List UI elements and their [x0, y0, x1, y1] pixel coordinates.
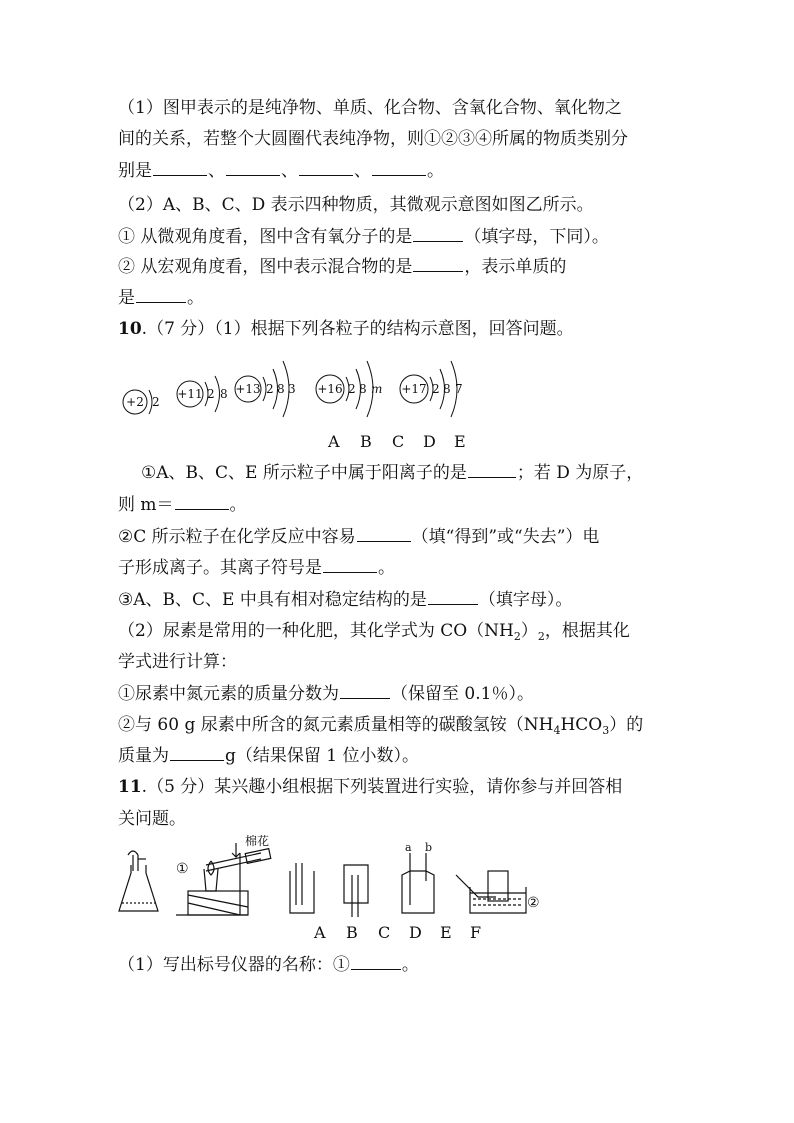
- svg-text:2: 2: [152, 395, 160, 409]
- q10-part2-sub2-line2: 质量为 g（结果保留 1 位小数）。: [118, 746, 420, 766]
- apparatus-f-trough: [456, 871, 526, 913]
- q11-heading: 11.（5 分）某兴趣小组根据下列装置进行实验，请你参与并回答相: [118, 777, 623, 797]
- instrument-mark-2: ②: [527, 895, 540, 911]
- svg-text:2: 2: [348, 382, 356, 396]
- apparatus-e-bottle: [402, 853, 434, 913]
- atom-label: B: [360, 432, 372, 451]
- answer-blank[interactable]: [357, 526, 411, 542]
- atom-e: [400, 361, 463, 417]
- answer-blank[interactable]: [175, 494, 229, 510]
- atom-a: [123, 390, 160, 414]
- answer-blank[interactable]: [226, 160, 280, 176]
- q9-part2-line: （2）A、B、C、D 表示四种物质，其微观示意图如图乙所示。: [118, 195, 594, 215]
- q9-part1-line2: 间的关系，若整个大圆圈代表纯净物，则①②③④所属的物质类别分: [118, 129, 628, 149]
- q9-sub2-line2: 是 。: [118, 288, 204, 308]
- atom-label: C: [392, 432, 405, 451]
- q11-heading-line2: 关问题。: [118, 809, 186, 829]
- svg-text:+16: +16: [317, 382, 343, 396]
- apparatus-label: F: [470, 923, 482, 942]
- q10-part2-line: （2）尿素是常用的一种化肥，其化学式为 $CO(NH_2)_2$，根据其化: [118, 621, 630, 643]
- q9-part1-line1: （1）图甲表示的是纯净物、单质、化合物、含氧化合物、氧化物之: [118, 98, 622, 118]
- svg-text:2: 2: [266, 382, 274, 396]
- atom-d: [316, 361, 382, 417]
- apparatus-a-flask: [119, 851, 158, 911]
- svg-text:8: 8: [277, 382, 285, 396]
- answer-blank[interactable]: [170, 745, 224, 761]
- q10-sub2-line2: 子形成离子。其离子符号是 。: [118, 558, 395, 578]
- q10-part2-line2: 学式进行计算：: [118, 652, 237, 672]
- apparatus-label: C: [378, 923, 391, 942]
- apparatus-label: B: [346, 923, 358, 942]
- svg-text:+11: +11: [177, 387, 203, 401]
- svg-text:+17: +17: [401, 382, 427, 396]
- answer-blank[interactable]: [299, 160, 353, 176]
- svg-text:7: 7: [455, 382, 463, 396]
- answer-blank[interactable]: [153, 160, 207, 176]
- svg-text:m: m: [371, 382, 383, 396]
- svg-text:8: 8: [220, 387, 228, 401]
- q9-sub1-line: ① 从微观角度看，图中含有氧分子的是 （填字母，下同）。: [118, 227, 609, 247]
- apparatus-label: E: [440, 923, 452, 942]
- answer-blank[interactable]: [372, 160, 426, 176]
- q10-part2-sub2: ②与 60 g 尿素中所含的氮元素质量相等的碳酸氢铵$(NH_4HCO_3)$的: [118, 715, 644, 737]
- port-b-label: b: [425, 841, 433, 854]
- q10-part2-sub1: ①尿素中氮元素的质量分数为 （保留至 0.1％）。: [118, 684, 534, 704]
- svg-text:+2: +2: [126, 395, 144, 409]
- atom-c: [235, 361, 296, 417]
- atom-label: A: [328, 432, 340, 451]
- answer-blank[interactable]: [413, 256, 463, 272]
- svg-text:2: 2: [207, 387, 215, 401]
- q10-sub1-line2: 则 m＝ 。: [118, 495, 247, 515]
- q9-sub2-line: ② 从宏观角度看，图中表示混合物的是 ，表示单质的: [118, 257, 567, 277]
- apparatus-c-jar: [290, 863, 314, 913]
- answer-blank[interactable]: [136, 287, 186, 303]
- apparatus-d-jar: [344, 865, 368, 917]
- atom-label: E: [454, 432, 466, 451]
- answer-blank[interactable]: [351, 954, 401, 970]
- q10-sub1-line: ①A、B、C、E 所示粒子中属于阳离子的是 ；若 D 为原子，: [141, 463, 644, 483]
- apparatus-b-heating: [176, 843, 271, 915]
- q11-sub1-line: （1）写出标号仪器的名称：① 。: [118, 955, 419, 975]
- answer-blank[interactable]: [413, 226, 463, 242]
- lab-apparatus-figure: [116, 835, 556, 925]
- apparatus-label: D: [409, 923, 422, 942]
- instrument-mark-1: ①: [176, 861, 189, 877]
- q10-sub2-line: ②C 所示粒子在化学反应中容易 （填“得到”或“失去”）电: [118, 527, 600, 547]
- port-a-label: a: [405, 841, 412, 854]
- answer-blank[interactable]: [468, 462, 516, 478]
- atom-structure-figure: [110, 352, 480, 422]
- atom-b: [177, 376, 228, 412]
- cotton-label: 棉花: [245, 835, 270, 848]
- svg-text:8: 8: [443, 382, 451, 396]
- svg-text:8: 8: [359, 382, 367, 396]
- answer-blank[interactable]: [340, 683, 390, 699]
- answer-blank[interactable]: [428, 589, 478, 605]
- svg-text:+13: +13: [235, 382, 261, 396]
- svg-text:3: 3: [288, 382, 296, 396]
- q10-sub3-line: ③A、B、C、E 中具有相对稳定结构的是 （填字母）。: [118, 590, 573, 610]
- q10-heading: 10.（7 分）（1）根据下列各粒子的结构示意图，回答问题。: [118, 319, 574, 339]
- atom-label: D: [423, 432, 436, 451]
- svg-text:2: 2: [432, 382, 440, 396]
- answer-blank[interactable]: [323, 557, 377, 573]
- apparatus-label: A: [314, 923, 326, 942]
- q9-part1-line3: 别是 、 、 、 。: [118, 161, 444, 181]
